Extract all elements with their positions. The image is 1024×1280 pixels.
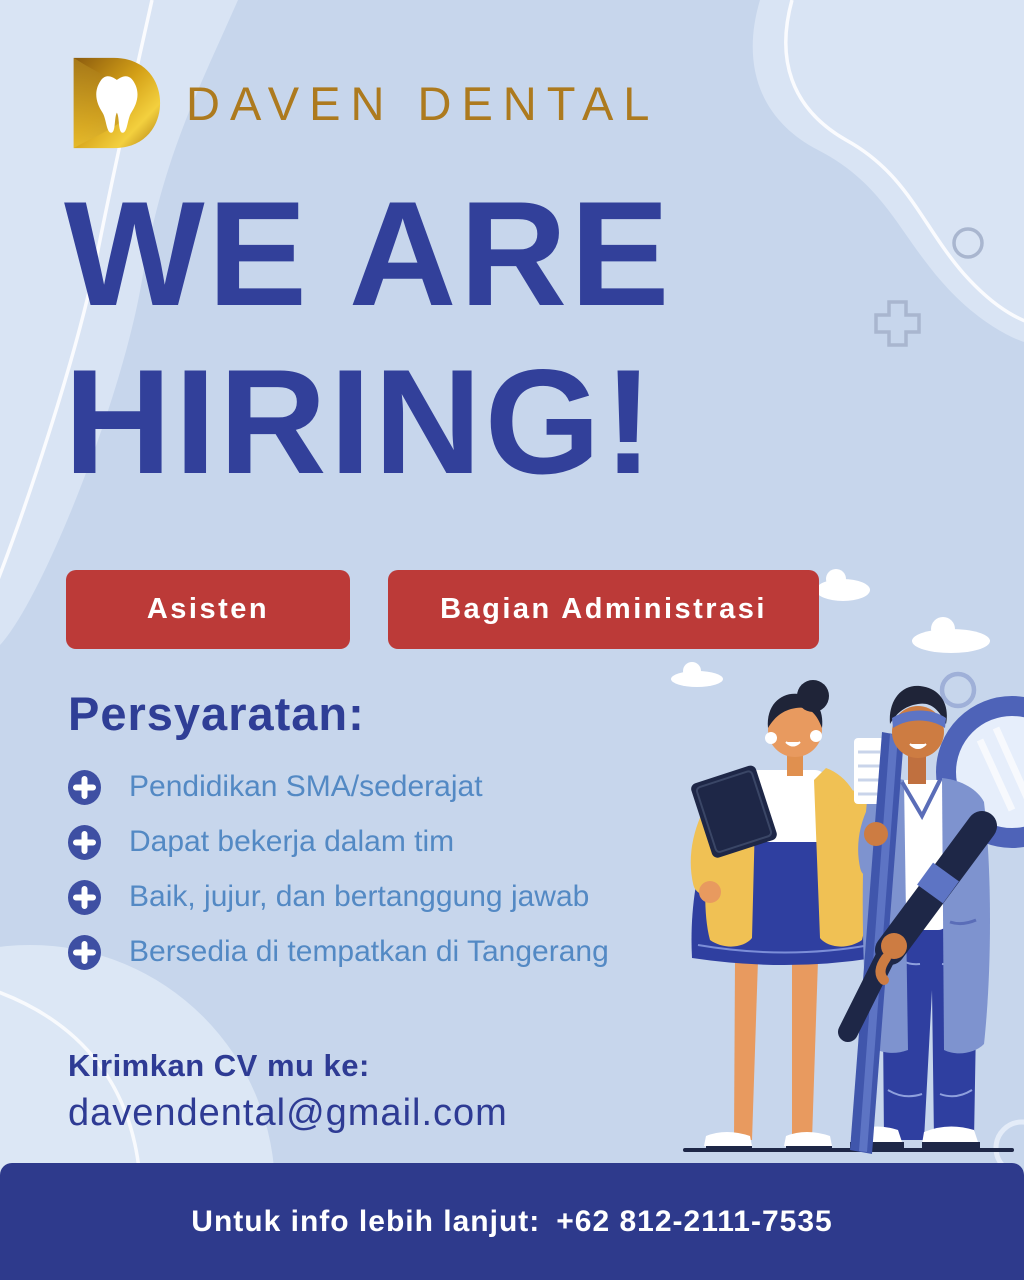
footer-info-label: Untuk info lebih lanjut:	[191, 1204, 541, 1238]
requirement-item	[68, 935, 609, 970]
headline-line1: WE ARE	[64, 170, 673, 337]
requirement-text: Pendidikan SMA/sederajat	[129, 770, 483, 803]
requirements-list	[68, 770, 609, 990]
plus-icon	[68, 770, 101, 805]
headline-line2: HIRING!	[64, 338, 657, 506]
requirement-text: Bersedia di tempatkan di Tangerang	[129, 935, 609, 968]
position-button-bagian-administrasi[interactable]: Bagian Administrasi	[388, 570, 819, 649]
position-button-asisten[interactable]: Asisten	[66, 570, 350, 649]
brand-logo	[66, 54, 659, 152]
tooth-icon	[66, 54, 162, 152]
cv-label: Kirimkan CV mu ke:	[68, 1048, 370, 1083]
plus-outline-icon	[876, 302, 919, 345]
headline	[64, 170, 672, 507]
requirement-item	[68, 770, 609, 805]
plus-icon	[68, 880, 101, 915]
contact-block	[68, 1048, 508, 1135]
footer-bar	[0, 1163, 1024, 1280]
requirement-item	[68, 880, 609, 915]
brand-name: DAVEN DENTAL	[186, 76, 660, 130]
requirements-title: Persyaratan:	[68, 687, 365, 740]
plus-icon	[68, 935, 101, 970]
contact-email[interactable]: davendental@gmail.com	[68, 1092, 508, 1134]
requirement-text: Baik, jujur, dan bertanggung jawab	[129, 880, 590, 913]
requirement-text: Dapat bekerja dalam tim	[129, 825, 455, 858]
plus-icon	[68, 825, 101, 860]
position-buttons	[66, 570, 819, 649]
footer-phone: +62 812-2111-7535	[556, 1204, 833, 1238]
circle-outline-icon	[942, 674, 974, 706]
requirement-item	[68, 825, 609, 860]
